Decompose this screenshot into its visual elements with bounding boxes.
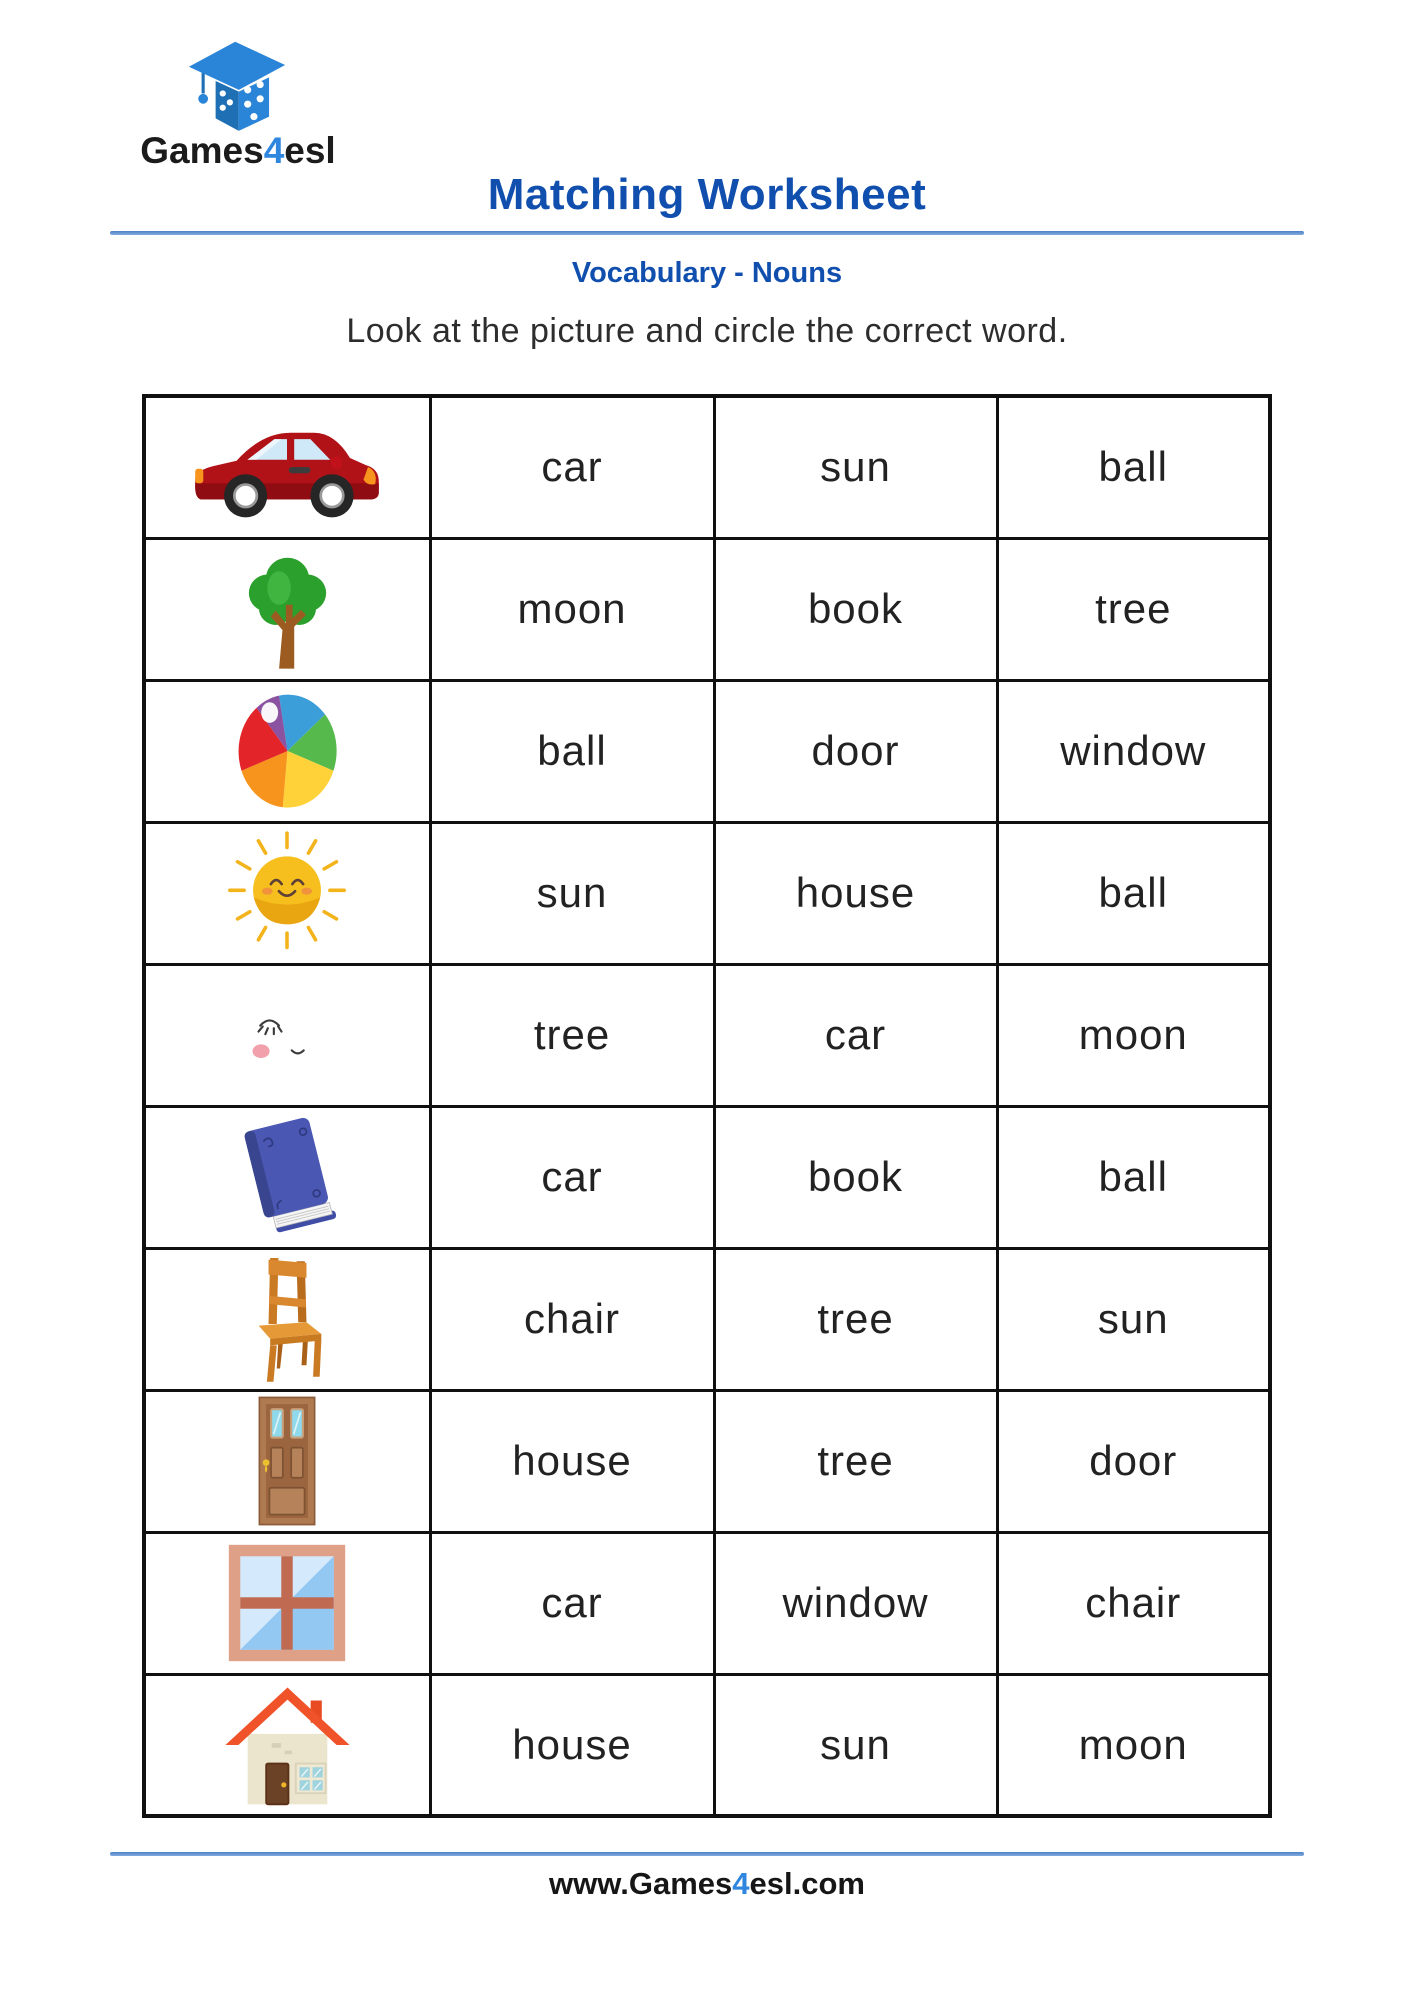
table-row [144, 538, 1270, 680]
picture-cell [144, 964, 430, 1106]
footer-text-prefix: www.Games [549, 1866, 733, 1901]
word-cell[interactable]: car [430, 1106, 714, 1248]
word-cell[interactable]: window [997, 680, 1270, 822]
word-cell[interactable]: car [430, 396, 714, 538]
logo-text-prefix: Games [140, 130, 264, 171]
picture-cell [144, 1248, 430, 1390]
page-title: Matching Worksheet [487, 170, 927, 219]
house-image [218, 1680, 357, 1810]
word-cell[interactable]: sun [714, 396, 997, 538]
picture-cell [144, 822, 430, 964]
picture-cell [144, 1674, 430, 1816]
word-cell[interactable]: ball [997, 1106, 1270, 1248]
ball-image [231, 690, 344, 812]
table-row [144, 1106, 1270, 1248]
instruction-text: Look at the picture and circle the correct word. [346, 312, 1068, 350]
word-cell[interactable]: ball [430, 680, 714, 822]
matching-table-body [144, 396, 1270, 1816]
word-cell[interactable]: door [714, 680, 997, 822]
word-cell[interactable]: house [430, 1674, 714, 1816]
table-row [144, 680, 1270, 822]
table-row [144, 1532, 1270, 1674]
picture-cell [144, 538, 430, 680]
footer-text-suffix: esl.com [749, 1866, 865, 1901]
footer-link[interactable] [0, 1866, 1414, 1902]
word-cell[interactable]: chair [430, 1248, 714, 1390]
word-cell[interactable]: sun [430, 822, 714, 964]
word-cell[interactable]: door [997, 1390, 1270, 1532]
word-cell[interactable]: car [714, 964, 997, 1106]
table-row [144, 1248, 1270, 1390]
moon-image [232, 971, 343, 1099]
picture-cell [144, 1106, 430, 1248]
table-row [144, 1674, 1270, 1816]
worksheet-subtitle: Vocabulary - Nouns [571, 257, 843, 289]
footer-text-accent: 4 [732, 1866, 750, 1901]
car-image [188, 413, 386, 521]
door-image [241, 1394, 333, 1528]
footer-divider [110, 1852, 1304, 1856]
picture-cell [144, 1532, 430, 1674]
word-cell[interactable]: tree [714, 1390, 997, 1532]
window-image [225, 1541, 349, 1665]
word-cell[interactable]: moon [997, 1674, 1270, 1816]
table-row [144, 822, 1270, 964]
word-cell[interactable]: house [430, 1390, 714, 1532]
picture-cell [144, 1390, 430, 1532]
logo-wordmark [138, 130, 338, 172]
logo-text-accent: 4 [263, 130, 285, 171]
word-cell[interactable]: house [714, 822, 997, 964]
word-cell[interactable]: tree [997, 538, 1270, 680]
matching-table [142, 394, 1272, 1818]
sun-image [220, 826, 354, 960]
word-cell[interactable]: tree [430, 964, 714, 1106]
header-divider [110, 231, 1304, 235]
word-cell[interactable]: moon [430, 538, 714, 680]
table-row [144, 1390, 1270, 1532]
word-cell[interactable]: book [714, 538, 997, 680]
word-cell[interactable]: book [714, 1106, 997, 1248]
logo-text-suffix: esl [284, 130, 336, 171]
word-cell[interactable]: ball [997, 396, 1270, 538]
table-row [144, 396, 1270, 538]
graduation-cap-dice-icon [183, 40, 291, 138]
picture-cell [144, 680, 430, 822]
word-cell[interactable]: tree [714, 1248, 997, 1390]
word-cell[interactable]: ball [997, 822, 1270, 964]
word-cell[interactable]: car [430, 1532, 714, 1674]
picture-cell [144, 396, 430, 538]
table-row [144, 964, 1270, 1106]
tree-image [237, 546, 338, 672]
word-cell[interactable]: sun [714, 1674, 997, 1816]
word-cell[interactable]: window [714, 1532, 997, 1674]
book-image [230, 1113, 345, 1241]
chair-image [242, 1253, 333, 1385]
word-cell[interactable]: chair [997, 1532, 1270, 1674]
word-cell[interactable]: moon [997, 964, 1270, 1106]
word-cell[interactable]: sun [997, 1248, 1270, 1390]
